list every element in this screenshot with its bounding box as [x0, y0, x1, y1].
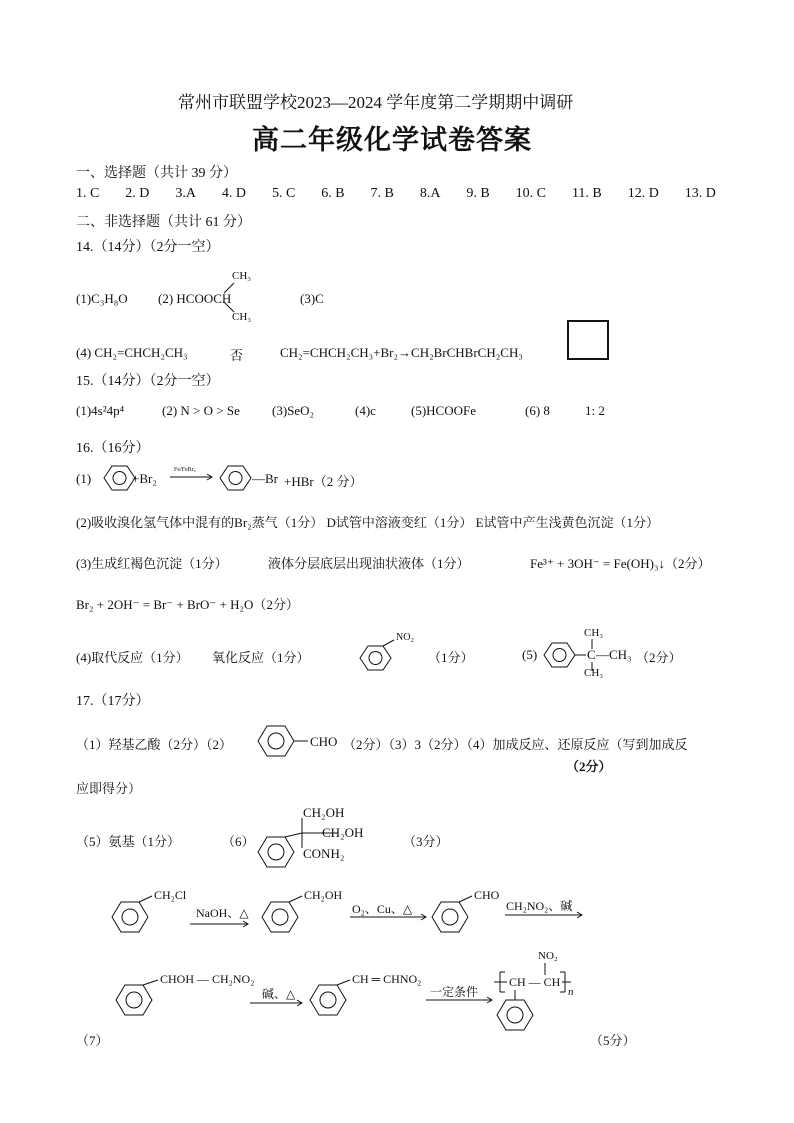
- q15-heading: 15.（14分）（2分一空）: [76, 374, 220, 389]
- route-step3-product: CHO: [474, 888, 500, 902]
- answer-12: 12. D: [627, 186, 659, 201]
- q14-part4: (4) CH₂=CHCH₂CH₃: [76, 345, 188, 360]
- q17-part7-label: （7）: [76, 1033, 109, 1048]
- q14-ch3-top: CH₃: [232, 270, 252, 282]
- q16-ch3-right: —CH₃: [596, 647, 632, 662]
- q14-part3: (3)C: [300, 291, 324, 306]
- q14-part4-equation: CH₂=CHCH₂CH₃+Br₂→CH₂BrCHBrCH₂CH₃: [280, 345, 523, 360]
- q15-part3: (3)SeO₂: [272, 403, 315, 418]
- q17-conh2: CONH₂: [303, 846, 345, 861]
- q16-part2: (2)吸收溴化氢气体中混有的Br₂蒸气（1分） D试管中溶液变红（1分） E试管中产生浅黄色沉淀（1分）: [76, 515, 660, 530]
- route-step2-product: CH₂OH: [304, 888, 343, 902]
- answer-10: 10. C: [515, 186, 546, 201]
- q16-part4b: 氧化反应（1分）: [212, 650, 310, 665]
- q16-part1-br: —Br: [252, 471, 278, 486]
- q17-part7-score: （5分）: [590, 1033, 636, 1048]
- polymer-subscript-n: n: [568, 986, 574, 998]
- q16-ch3-top: CH₃: [584, 627, 604, 639]
- title-line1: 常州市联盟学校2023—2024 学年度第二学期期中调研: [178, 93, 574, 112]
- q16-part1-label: (1): [76, 471, 92, 486]
- q17-part4-continued: 应即得分）: [76, 781, 142, 796]
- q16-part5-score: （2分）: [636, 650, 682, 665]
- polymer-nitro: NO₂: [538, 950, 558, 962]
- q16-part3a: (3)生成红褐色沉淀（1分）: [76, 556, 228, 571]
- q17-heading: 17.（17分）: [76, 694, 150, 709]
- q16-nitro-label: NO₂: [396, 632, 414, 643]
- route-step5-alkene: CH ═ CHNO₂: [352, 972, 422, 986]
- answer-13: 13. D: [684, 186, 716, 201]
- q17-cho: CHO: [310, 734, 338, 749]
- q17-part6-label: （6）: [222, 834, 255, 849]
- route-step1-substrate: CH₂Cl: [154, 888, 187, 902]
- answer-5: 5. C: [271, 186, 296, 201]
- q17-part2-rest: （2分）（3）3（2分）（4）加成反应、还原反应（写到加成反: [343, 737, 688, 752]
- route-step4-condition: 碱、△: [262, 987, 296, 1001]
- q17-part4-score: （2分）: [566, 759, 612, 774]
- q14-ch3-bottom: CH₃: [232, 311, 252, 323]
- answer-4: 4. D: [221, 186, 247, 201]
- q16-ch3-bottom: CH₃: [584, 667, 604, 679]
- q14-part4-no: 否: [230, 348, 244, 363]
- q16-part3c: Fe³⁺ + 3OH⁻ = Fe(OH)₃↓（2分）: [530, 556, 711, 571]
- q15-part5: (5)HCOOFe: [411, 403, 476, 418]
- q17-part1: （1）羟基乙酸（2分）（2）: [76, 737, 233, 752]
- q16-part1-reagent: +Br₂: [132, 471, 157, 486]
- q16-part5-label: (5): [522, 647, 538, 662]
- q15-part6b: 1: 2: [585, 403, 605, 418]
- polymer-chain: CH — CH: [509, 975, 561, 989]
- answer-11: 11. B: [571, 186, 602, 201]
- section2-heading: 二、非选择题（共计 61 分）: [76, 215, 251, 230]
- answer-3: 3.A: [175, 186, 196, 201]
- q16-part1-tail: +HBr（2 分）: [284, 474, 363, 489]
- route-step3-condition: CH₂NO₂、碱: [506, 899, 573, 913]
- q17-ch2oh-top: CH₂OH: [303, 805, 345, 820]
- q16-quaternary-c: C: [587, 647, 596, 662]
- q17-part6-score: （3分）: [403, 834, 449, 849]
- q16-part1-condition: Fe/FeBr₃: [174, 467, 196, 473]
- route-step1-condition: NaOH、△: [196, 906, 249, 920]
- answer-7: 7. B: [370, 186, 394, 201]
- answer-6: 6. B: [321, 186, 345, 201]
- page-title: 高二年级化学试卷答案: [252, 125, 532, 156]
- q15-part1: (1)4s²4p⁴: [76, 403, 125, 418]
- q15-part6: (6) 8: [525, 403, 550, 418]
- q17-part5: （5）氨基（1分）: [76, 834, 181, 849]
- route-step4-intermediate: CHOH — CH₂NO₂: [160, 972, 255, 986]
- answer-2: 2. D: [125, 186, 150, 201]
- q16-part4c: （1分）: [428, 650, 474, 665]
- q16-part3b: 液体分层底层出现油状液体（1分）: [268, 556, 470, 571]
- q14-part1: (1)C₃H₈O: [76, 291, 128, 306]
- route-step5-condition: 一定条件: [430, 985, 479, 999]
- answer-9: 9. B: [466, 186, 490, 201]
- q14-part2-label: (2) HCOOCH: [158, 291, 232, 306]
- route-step2-condition: O₂、Cu、△: [352, 902, 413, 916]
- answer-1: 1. C: [76, 186, 100, 201]
- q16-part4a: (4)取代反应（1分）: [76, 650, 189, 665]
- q16-part3d: Br₂ + 2OH⁻ = Br⁻ + BrO⁻ + H₂O（2分）: [76, 597, 299, 612]
- q17-ch2oh-right: CH₂OH: [322, 825, 364, 840]
- q15-part2: (2) N > O > Se: [162, 403, 240, 418]
- q15-part4: (4)c: [355, 403, 376, 418]
- q16-heading: 16.（16分）: [76, 441, 150, 456]
- section1-heading: 一、选择题（共计 39 分）: [76, 166, 237, 181]
- answer-8: 8.A: [419, 186, 441, 201]
- q14-heading: 14.（14分）（2分一空）: [76, 240, 220, 255]
